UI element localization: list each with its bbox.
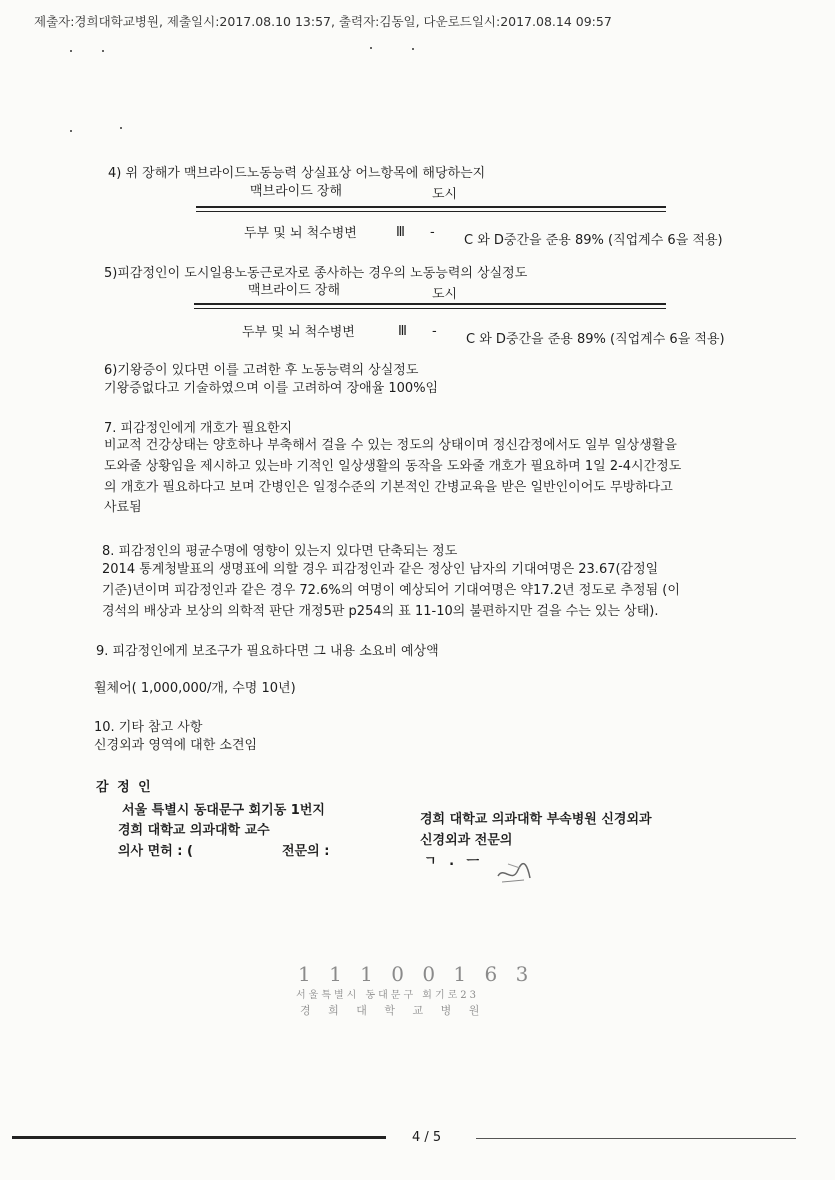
section-4-row-detail: C 와 D중간을 준용 89% (직업계수 6을 적용): [464, 233, 723, 248]
section-6-title: 6)기왕증이 있다면 이를 고려한 후 노동능력의 상실정도: [104, 363, 419, 378]
section-8-line: 경석의 배상과 보상의 의학적 판단 개정5판 p254의 표 11-10의 불편하지만 걸을 수는 있는 상태).: [102, 604, 659, 619]
section-5-col-city: 도시: [432, 287, 458, 302]
appraiser-affiliation: 경희 대학교 의과대학 교수: [118, 823, 270, 838]
section-4-col-city: 도시: [432, 187, 458, 202]
section-7-line: 비교적 건강상태는 양호하나 부축해서 걸을 수 있는 정도의 상태이며 정신감정에서도 일부 일상생활을: [104, 438, 677, 453]
appraiser-specialty: 신경외과 전문의: [420, 833, 513, 848]
section-8-line: 2014 통계청발표의 생명표에 의할 경우 피감정인과 같은 정상인 남자의 기대여명은 23.67(감정일: [102, 562, 659, 577]
section-6-line: 기왕증없다고 기술하였으며 이를 고려하여 장애율 100%임: [104, 381, 439, 396]
section-4-rule-top: [196, 206, 666, 208]
footer-rule-right: [476, 1138, 796, 1139]
specialist-label: 전문의 :: [282, 844, 330, 859]
appraiser-address: 서울 특별시 동대문구 회기동 1번지: [122, 803, 325, 818]
section-5-title: 5)피감정인이 도시일용노동근로자로 종사하는 경우의 노동능력의 상실정도: [104, 266, 528, 281]
stamp-number: 1 1 1 0 0 1 6 3: [298, 962, 535, 986]
section-4-col-mcbride: 맥브라이드 장해: [250, 184, 343, 199]
section-4-rule-bottom: [196, 211, 666, 212]
stamp-name: 경 희 대 학 교 병 원: [300, 1004, 487, 1017]
scan-speck: [120, 127, 122, 129]
section-5-row-dash: -: [432, 324, 437, 339]
submission-header: 제출자:경희대학교병원, 제출일시:2017.08.10 13:57, 출력자:김동일, 다운로드일시:2017.08.14 09:57: [34, 14, 612, 29]
section-5-row-name: 두부 및 뇌 척수병변: [242, 325, 355, 340]
section-4-title: 4) 위 장해가 맥브라이드노동능력 상실표상 어느항목에 해당하는지: [108, 166, 486, 181]
section-5-rule-bottom: [194, 308, 666, 309]
section-5-row-detail: C 와 D중간을 준용 89% (직업계수 6을 적용): [466, 332, 725, 347]
section-8-title: 8. 피감정인의 평균수명에 영향이 있는지 있다면 단축되는 정도: [102, 544, 458, 559]
scan-speck: [70, 130, 72, 132]
section-7-line: 사료됨: [104, 500, 142, 515]
section-4-row-name: 두부 및 뇌 척수병변: [244, 226, 357, 241]
section-7-title: 7. 피감정인에게 개호가 필요한지: [104, 421, 293, 436]
section-4-row-dash: -: [430, 225, 435, 240]
section-9-line: 휠체어( 1,000,000/개, 수명 10년): [94, 681, 296, 696]
footer-rule-left: [12, 1136, 386, 1139]
signature-icon: [494, 858, 534, 888]
section-10-line: 신경외과 영역에 대한 소견임: [94, 738, 258, 753]
section-7-line: 의 개호가 필요하다고 보며 간병인은 일정수준의 기본적인 간병교육을 받은 일반인이어도 무방하다고: [104, 480, 673, 495]
scan-speck: [412, 48, 414, 50]
scan-speck: [370, 47, 372, 49]
license-label: 의사 면허 : (: [118, 844, 193, 859]
section-7-line: 도와줄 상황임을 제시하고 있는바 기적인 일상생활의 동작을 도와줄 개호가 필요하며 1일 2-4시간정도: [104, 459, 682, 474]
scan-speck: [102, 50, 104, 52]
section-8-line: 기준)년이며 피감정인과 같은 경우 72.6%의 여명이 예상되어 기대여명은 약17.2년 정도로 추정됨 (이: [102, 583, 680, 598]
section-9-title: 9. 피감정인에게 보조구가 필요하다면 그 내용 소요비 예상액: [96, 644, 439, 659]
section-5-row-grade: Ⅲ: [398, 324, 407, 339]
signature-mark: ㄱ . ㅡ: [424, 854, 484, 869]
section-10-title: 10. 기타 참고 사항: [94, 720, 203, 735]
appraiser-hospital: 경희 대학교 의과대학 부속병원 신경외과: [420, 812, 652, 827]
appraiser-heading: 감 정 인: [96, 780, 153, 795]
stamp-address: 서울특별시 동대문구 회기로23: [296, 990, 480, 1001]
section-5-col-mcbride: 맥브라이드 장해: [248, 283, 341, 298]
scan-speck: [70, 50, 72, 52]
section-5-rule-top: [194, 303, 666, 305]
section-4-row-grade: Ⅲ: [396, 225, 405, 240]
page-number: 4 / 5: [412, 1130, 442, 1145]
